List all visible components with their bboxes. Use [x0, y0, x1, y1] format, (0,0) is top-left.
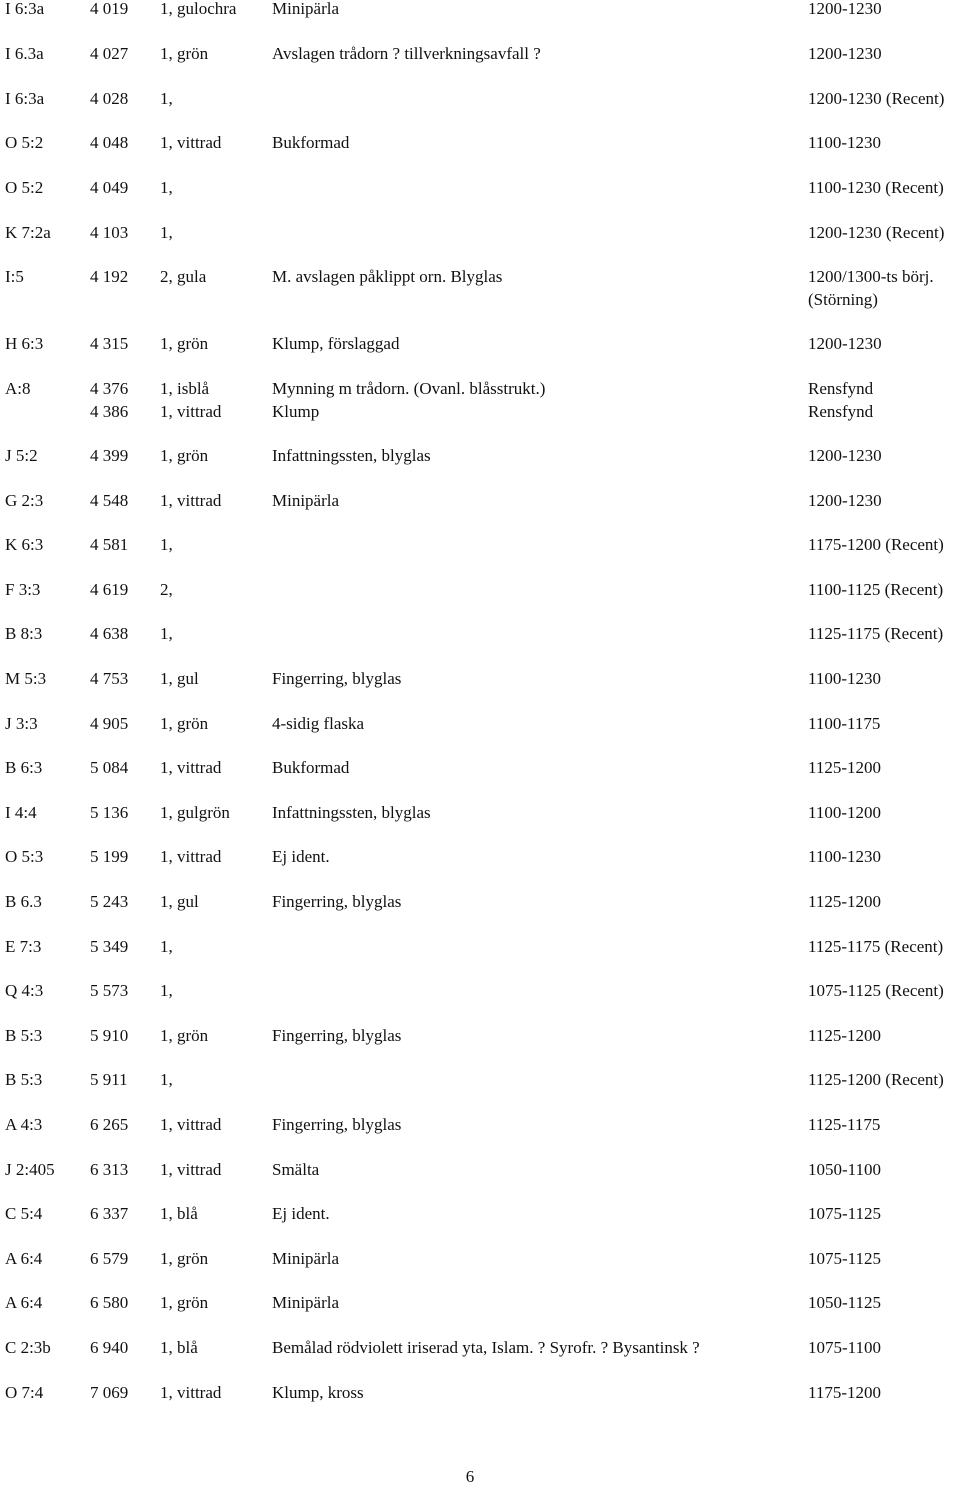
- cell-find-number: 4 548: [90, 491, 129, 510]
- cell-find-number: 5 243: [90, 892, 129, 911]
- cell-square: I 4:4: [5, 803, 37, 822]
- cell-square: J 2:405: [5, 1160, 55, 1179]
- table-row: [0, 333, 960, 355]
- cell-dating: (Störning): [808, 290, 878, 309]
- cell-count-color: 2,: [160, 580, 173, 599]
- cell-find-number: 4 103: [90, 223, 129, 242]
- cell-square: B 5:3: [5, 1026, 43, 1045]
- cell-find-number: 4 376: [90, 379, 129, 398]
- cell-description: Fingerring, blyglas: [272, 669, 402, 688]
- table-row: [0, 132, 960, 154]
- cell-square: A 6:4: [5, 1249, 43, 1268]
- table-row: [0, 1382, 960, 1404]
- cell-square: O 7:4: [5, 1383, 44, 1402]
- cell-find-number: 5 199: [90, 847, 129, 866]
- cell-description: Klump, förslaggad: [272, 334, 400, 353]
- table-row: [0, 266, 960, 288]
- table-row: [0, 289, 960, 311]
- cell-count-color: 1, grön: [160, 44, 209, 63]
- cell-description: Bukformad: [272, 133, 350, 152]
- cell-description: Klump, kross: [272, 1383, 364, 1402]
- cell-square: A 4:3: [5, 1115, 43, 1134]
- cell-description: Infattningssten, blyglas: [272, 446, 431, 465]
- cell-square: A:8: [5, 379, 31, 398]
- cell-square: B 5:3: [5, 1070, 43, 1089]
- cell-square: I 6.3a: [5, 44, 44, 63]
- cell-dating: 1100-1230: [808, 847, 882, 866]
- cell-count-color: 1,: [160, 223, 173, 242]
- cell-dating: 1175-1200 (Recent): [808, 535, 944, 554]
- cell-find-number: 4 048: [90, 133, 129, 152]
- cell-description: Mynning m trådorn. (Ovanl. blåsstrukt.): [272, 379, 546, 398]
- cell-description: Bemålad rödviolett iriserad yta, Islam. ? Syrofr. ? Bysantinsk ?: [272, 1338, 700, 1357]
- cell-count-color: 1, grön: [160, 1249, 209, 1268]
- table-row: [0, 177, 960, 199]
- table-row: [0, 222, 960, 244]
- cell-count-color: 1, vittrad: [160, 402, 222, 421]
- cell-square: H 6:3: [5, 334, 44, 353]
- cell-description: Minipärla: [272, 491, 340, 510]
- cell-dating: 1050-1100: [808, 1160, 882, 1179]
- cell-square: O 5:2: [5, 178, 44, 197]
- cell-square: K 7:2a: [5, 223, 51, 242]
- cell-dating: 1050-1125: [808, 1293, 882, 1312]
- cell-find-number: 6 313: [90, 1160, 129, 1179]
- table-row: [0, 490, 960, 512]
- table-row: [0, 1337, 960, 1359]
- cell-description: Bukformad: [272, 758, 350, 777]
- cell-dating: Rensfynd: [808, 402, 874, 421]
- cell-count-color: 1, vittrad: [160, 1115, 222, 1134]
- cell-find-number: 4 027: [90, 44, 129, 63]
- cell-description: Fingerring, blyglas: [272, 1115, 402, 1134]
- cell-dating: 1175-1200: [808, 1383, 882, 1402]
- cell-count-color: 1, blå: [160, 1338, 198, 1357]
- cell-find-number: 4 619: [90, 580, 129, 599]
- table-row: [0, 0, 960, 20]
- table-row: [0, 757, 960, 779]
- cell-square: F 3:3: [5, 580, 41, 599]
- cell-description: Smälta: [272, 1160, 320, 1179]
- cell-description: Minipärla: [272, 0, 340, 18]
- cell-count-color: 1,: [160, 178, 173, 197]
- cell-count-color: 1, vittrad: [160, 847, 222, 866]
- cell-find-number: 6 580: [90, 1293, 129, 1312]
- cell-dating: 1125-1200: [808, 1026, 882, 1045]
- cell-find-number: 6 940: [90, 1338, 129, 1357]
- cell-count-color: 1, grön: [160, 334, 209, 353]
- cell-square: O 5:2: [5, 133, 44, 152]
- cell-square: B 6.3: [5, 892, 42, 911]
- cell-count-color: 1, isblå: [160, 379, 210, 398]
- cell-find-number: 4 049: [90, 178, 129, 197]
- table-row: [0, 891, 960, 913]
- cell-square: I 6:3a: [5, 0, 45, 18]
- cell-find-number: 4 315: [90, 334, 129, 353]
- cell-count-color: 1, grön: [160, 1293, 209, 1312]
- cell-count-color: 1, gulochra: [160, 0, 237, 18]
- cell-count-color: 1, vittrad: [160, 133, 222, 152]
- table-row: [0, 534, 960, 556]
- cell-dating: 1200-1230 (Recent): [808, 223, 945, 242]
- table-row: [0, 936, 960, 958]
- cell-find-number: 4 905: [90, 714, 129, 733]
- cell-square: I:5: [5, 267, 24, 286]
- cell-dating: 1100-1175: [808, 714, 881, 733]
- cell-square: B 8:3: [5, 624, 43, 643]
- cell-count-color: 1,: [160, 624, 173, 643]
- cell-find-number: 7 069: [90, 1383, 129, 1402]
- table-row: [0, 713, 960, 735]
- cell-square: J 3:3: [5, 714, 38, 733]
- cell-square: O 5:3: [5, 847, 44, 866]
- cell-count-color: 2, gula: [160, 267, 207, 286]
- cell-square: K 6:3: [5, 535, 44, 554]
- cell-count-color: 1, grön: [160, 714, 209, 733]
- table-row: [0, 1203, 960, 1225]
- cell-description: Klump: [272, 402, 320, 421]
- cell-square: G 2:3: [5, 491, 44, 510]
- cell-count-color: 1,: [160, 981, 173, 1000]
- cell-dating: 1200-1230: [808, 491, 882, 510]
- table-row: [0, 623, 960, 645]
- cell-dating: 1125-1200 (Recent): [808, 1070, 944, 1089]
- table-row: [0, 43, 960, 65]
- cell-description: M. avslagen påklippt orn. Blyglas: [272, 267, 503, 286]
- cell-dating: 1125-1200: [808, 892, 882, 911]
- cell-find-number: 4 581: [90, 535, 129, 554]
- cell-description: Minipärla: [272, 1293, 340, 1312]
- cell-count-color: 1, vittrad: [160, 1383, 222, 1402]
- cell-dating: 1125-1175 (Recent): [808, 937, 944, 956]
- table-row: [0, 802, 960, 824]
- cell-square: Q 4:3: [5, 981, 44, 1000]
- table-row: [0, 1025, 960, 1047]
- cell-dating: 1125-1175: [808, 1115, 881, 1134]
- cell-square: C 2:3b: [5, 1338, 51, 1357]
- cell-dating: 1200-1230: [808, 44, 882, 63]
- cell-dating: 1100-1125 (Recent): [808, 580, 944, 599]
- cell-count-color: 1,: [160, 535, 173, 554]
- cell-square: M 5:3: [5, 669, 47, 688]
- cell-find-number: 5 084: [90, 758, 129, 777]
- cell-square: B 6:3: [5, 758, 43, 777]
- cell-count-color: 1, gul: [160, 892, 199, 911]
- cell-count-color: 1, grön: [160, 446, 209, 465]
- cell-find-number: 6 265: [90, 1115, 129, 1134]
- table-row: [0, 1069, 960, 1091]
- cell-find-number: 4 192: [90, 267, 129, 286]
- cell-description: Ej ident.: [272, 847, 330, 866]
- cell-dating: 1200-1230: [808, 0, 882, 18]
- cell-dating: 1200-1230: [808, 446, 882, 465]
- cell-square: C 5:4: [5, 1204, 43, 1223]
- cell-description: Fingerring, blyglas: [272, 1026, 402, 1045]
- cell-description: Ej ident.: [272, 1204, 330, 1223]
- cell-find-number: 5 910: [90, 1026, 129, 1045]
- cell-dating: 1200/1300-ts börj.: [808, 267, 934, 286]
- cell-find-number: 6 337: [90, 1204, 129, 1223]
- cell-count-color: 1, vittrad: [160, 491, 222, 510]
- cell-count-color: 1, blå: [160, 1204, 198, 1223]
- cell-count-color: 1,: [160, 1070, 173, 1089]
- cell-count-color: 1,: [160, 89, 173, 108]
- table-row: [0, 846, 960, 868]
- table-row: [0, 1159, 960, 1181]
- cell-count-color: 1, vittrad: [160, 1160, 222, 1179]
- table-row: [0, 401, 960, 423]
- cell-square: I 6:3a: [5, 89, 45, 108]
- table-row: [0, 668, 960, 690]
- cell-description: Fingerring, blyglas: [272, 892, 402, 911]
- cell-find-number: 4 753: [90, 669, 129, 688]
- cell-count-color: 1, grön: [160, 1026, 209, 1045]
- cell-find-number: 4 399: [90, 446, 129, 465]
- table-row: [0, 88, 960, 110]
- cell-find-number: 4 638: [90, 624, 129, 643]
- table-row: [0, 980, 960, 1002]
- cell-description: Avslagen trådorn ? tillverkningsavfall ?: [272, 44, 541, 63]
- cell-find-number: 6 579: [90, 1249, 129, 1268]
- table-row: [0, 378, 960, 400]
- cell-find-number: 4 386: [90, 402, 129, 421]
- cell-dating: 1125-1200: [808, 758, 882, 777]
- cell-find-number: 5 573: [90, 981, 129, 1000]
- cell-description: Minipärla: [272, 1249, 340, 1268]
- cell-dating: 1200-1230: [808, 334, 882, 353]
- cell-dating: 1075-1125: [808, 1249, 882, 1268]
- page-number: 6: [465, 1467, 475, 1486]
- cell-find-number: 5 911: [90, 1070, 128, 1089]
- cell-find-number: 5 136: [90, 803, 129, 822]
- cell-dating: 1075-1100: [808, 1338, 882, 1357]
- table-row: [0, 1292, 960, 1314]
- table-row: [0, 1248, 960, 1270]
- cell-dating: 1100-1200: [808, 803, 882, 822]
- cell-dating: 1100-1230: [808, 669, 882, 688]
- cell-find-number: 4 019: [90, 0, 129, 18]
- cell-dating: 1075-1125: [808, 1204, 882, 1223]
- cell-dating: Rensfynd: [808, 379, 874, 398]
- cell-description: 4-sidig flaska: [272, 714, 365, 733]
- cell-dating: 1125-1175 (Recent): [808, 624, 944, 643]
- cell-description: Infattningssten, blyglas: [272, 803, 431, 822]
- cell-square: E 7:3: [5, 937, 42, 956]
- cell-square: J 5:2: [5, 446, 38, 465]
- cell-count-color: 1, vittrad: [160, 758, 222, 777]
- cell-find-number: 5 349: [90, 937, 129, 956]
- cell-find-number: 4 028: [90, 89, 129, 108]
- cell-dating: 1200-1230 (Recent): [808, 89, 945, 108]
- cell-square: A 6:4: [5, 1293, 43, 1312]
- cell-count-color: 1,: [160, 937, 173, 956]
- cell-dating: 1075-1125 (Recent): [808, 981, 944, 1000]
- table-row: [0, 579, 960, 601]
- table-row: [0, 445, 960, 467]
- cell-dating: 1100-1230: [808, 133, 882, 152]
- cell-count-color: 1, gulgrön: [160, 803, 230, 822]
- table-row: [0, 1114, 960, 1136]
- cell-count-color: 1, gul: [160, 669, 199, 688]
- cell-dating: 1100-1230 (Recent): [808, 178, 944, 197]
